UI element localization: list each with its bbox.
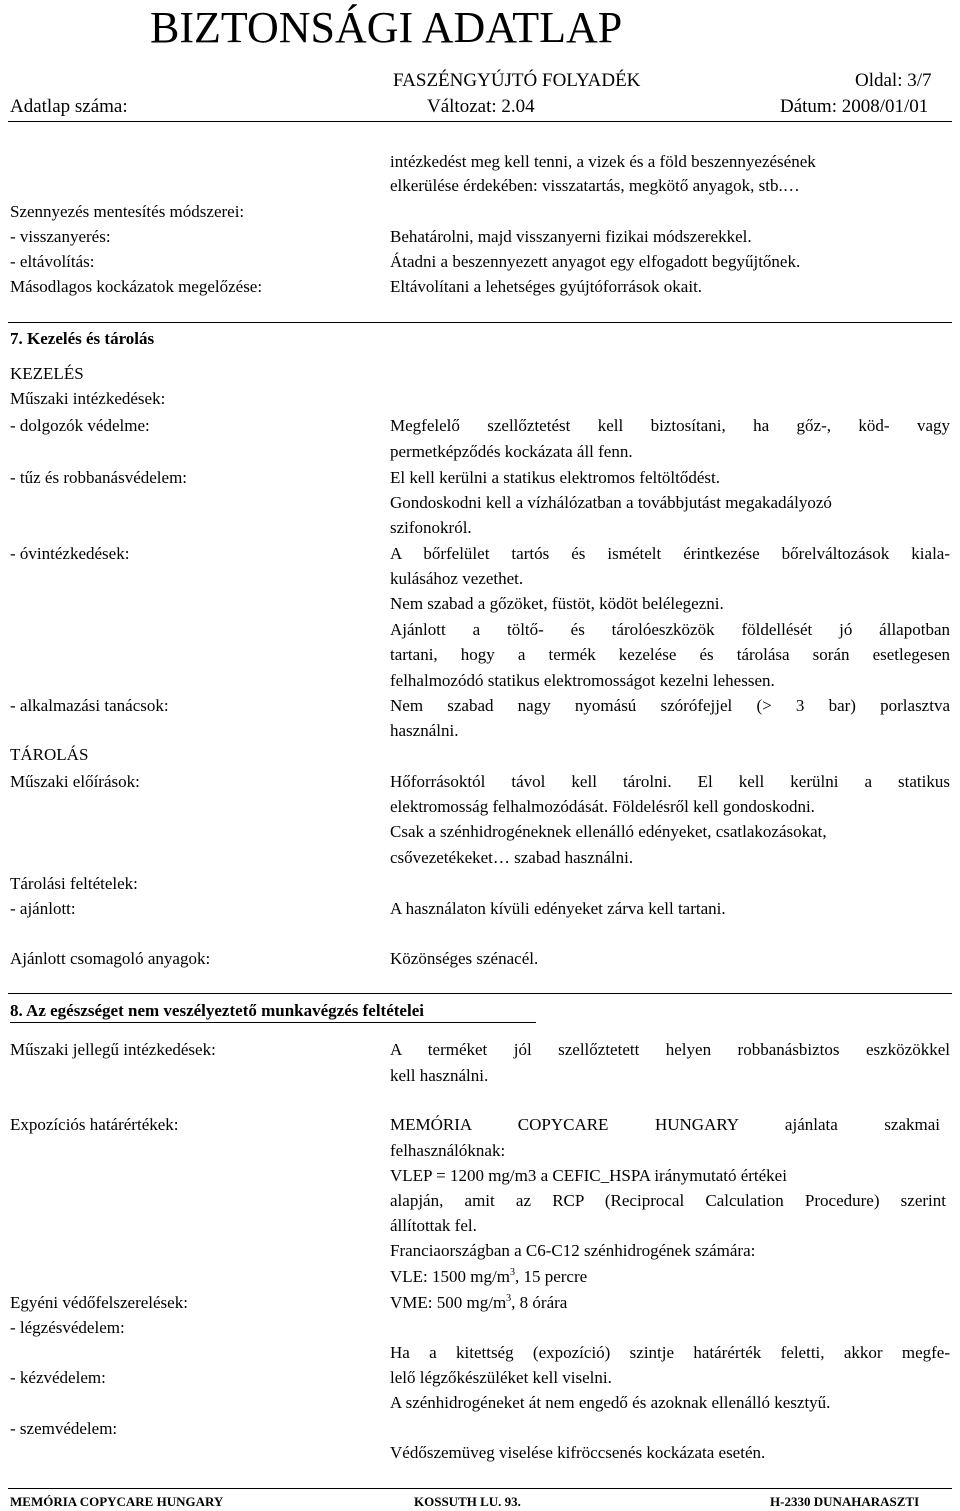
vle-superscript: 3 <box>509 1267 515 1278</box>
product-name: FASZÉNGYÚJTÓ FOLYADÉK <box>393 70 641 91</box>
section-8-title-underline <box>10 1022 536 1023</box>
recommended-text: A használaton kívüli edényeket zárva kell tartani. <box>390 899 726 918</box>
secondary-risks-label: Másodlagos kockázatok megelőzése: <box>10 277 263 296</box>
document-title: BIZTONSÁGI ADATLAP <box>150 3 623 52</box>
exposure-limits-label: Expozíciós határértékek: <box>10 1115 179 1134</box>
respiratory-protection-line-1: Ha a kitettség (expozíció) szintje határérték feletti, akkor megfe- <box>390 1343 950 1362</box>
technical-rules-label: Műszaki előírások: <box>10 772 140 791</box>
vle-value <box>390 1267 587 1287</box>
hand-protection-label: - kézvédelem: <box>10 1368 106 1387</box>
exposure-limits-line-6: Franciaországban a C6-C12 szénhidrogének számára: <box>390 1241 756 1260</box>
technical-rules-line-3: Csak a szénhidrogéneknek ellenálló edényeket, csatlakozásokat, <box>390 822 827 841</box>
precautions-line-5: tartani, hogy a termék kezelése és tárolása során esetlegesen <box>390 645 950 664</box>
vme-suffix: , 8 órára <box>511 1293 568 1312</box>
application-advice-line-1: Nem szabad nagy nyomású szórófejjel (> 3 bar) porlasztva <box>390 696 950 715</box>
packaging-label: Ajánlott csomagoló anyagok: <box>10 949 211 968</box>
precautions-line-4: Ajánlott a töltő- és tárolóeszközök földellését jó állapotban <box>390 620 950 639</box>
exposure-limits-line-4: alapján, amit az RCP (Reciprocal Calculation Procedure) szerint <box>390 1191 946 1210</box>
recovery-label: - visszanyerés: <box>10 227 111 246</box>
footer-divider <box>8 1488 952 1489</box>
technical-rules-line-4: csővezetékeket… szabad használni. <box>390 848 634 867</box>
precautions-line-3: Nem szabad a gőzöket, füstöt, ködöt belélegezni. <box>390 594 724 613</box>
hand-protection-text: A szénhidrogéneket át nem engedő és azoknak ellenálló kesztyű. <box>390 1393 831 1412</box>
storage-heading: TÁROLÁS <box>10 745 89 764</box>
precautions-line-2: kulásához vezethet. <box>390 569 524 588</box>
section-divider <box>8 993 952 994</box>
section-7-title: 7. Kezelés és tárolás <box>10 329 155 348</box>
vme-superscript: 3 <box>506 1293 512 1304</box>
vme-value <box>390 1293 567 1313</box>
recovery-text: Behatárolni, majd visszanyerni fizikai módszerekkel. <box>390 227 752 246</box>
application-advice-label: - alkalmazási tanácsok: <box>10 696 169 715</box>
section-8-title: 8. Az egészséget nem veszélyeztető munkavégzés feltételei <box>10 1001 424 1020</box>
header-divider <box>8 121 952 122</box>
precautions-label: - óvintézkedések: <box>10 544 130 563</box>
exposure-limits-line-3: VLEP = 1200 mg/m3 a CEFIC_HSPA iránymutató értékei <box>390 1166 787 1185</box>
page-number: Oldal: 3/7 <box>855 70 932 91</box>
exposure-limits-line-5: állítottak fel. <box>390 1216 477 1235</box>
cleanup-methods-label: Szennyezés mentesítés módszerei: <box>10 202 245 221</box>
ppe-label: Egyéni védőfelszerelések: <box>10 1293 188 1312</box>
eye-protection-label: - szemvédelem: <box>10 1419 118 1438</box>
workers-protection-label: - dolgozók védelme: <box>10 416 150 435</box>
technical-rules-line-1: Hőforrásoktól távol kell tárolni. El kell kerülni a statikus <box>390 772 950 791</box>
vle-text: VLE: 1500 mg/m <box>390 1267 510 1286</box>
packaging-text: Közönséges szénacél. <box>390 949 539 968</box>
fire-protection-label: - tűz és robbanásvédelem: <box>10 468 188 487</box>
vme-text: VME: 500 mg/m <box>390 1293 507 1312</box>
engineering-measures-line-2: kell használni. <box>390 1066 489 1085</box>
respiratory-protection-label: - légzésvédelem: <box>10 1318 125 1337</box>
respiratory-protection-line-2: lelő légzőkészüléket kell viselni. <box>390 1368 612 1387</box>
vle-suffix: , 15 percre <box>514 1267 588 1286</box>
handling-heading: KEZELÉS <box>10 364 84 383</box>
version: Változat: 2.04 <box>427 96 535 117</box>
s6-intro-line-2: elkerülése érdekében: visszatartás, megkötő anyagok, stb.… <box>390 176 800 195</box>
fire-protection-line-1: El kell kerülni a statikus elektromos feltöltődést. <box>390 468 721 487</box>
section-divider <box>8 322 952 323</box>
engineering-measures-label: Műszaki jellegű intézkedések: <box>10 1040 216 1059</box>
footer-street: KOSSUTH LU. 93. <box>414 1494 521 1509</box>
precautions-line-1: A bőrfelület tartós és ismételt érintkezése bőrelváltozások kiala- <box>390 544 950 563</box>
workers-protection-line-2: permetképződés kockázata áll fenn. <box>390 442 633 461</box>
exposure-limits-line-1: MEMÓRIA COPYCARE HUNGARY ajánlata szakmai <box>390 1115 940 1134</box>
sheet-number-label: Adatlap száma: <box>10 96 128 117</box>
footer-company: MEMÓRIA COPYCARE HUNGARY <box>10 1494 224 1509</box>
technical-rules-line-2: elektromosság felhalmozódását. Földelésről kell gondoskodni. <box>390 797 815 816</box>
s6-intro-line-1: intézkedést meg kell tenni, a vizek és a föld beszennyezésének <box>390 152 816 171</box>
date: Dátum: 2008/01/01 <box>780 96 929 117</box>
technical-measures-label: Műszaki intézkedések: <box>10 389 166 408</box>
fire-protection-line-3: szifonokról. <box>390 518 472 537</box>
removal-label: - eltávolítás: <box>10 252 95 271</box>
recommended-label: - ajánlott: <box>10 899 76 918</box>
footer-city: H-2330 DUNAHARASZTI <box>770 1494 920 1509</box>
fire-protection-line-2: Gondoskodni kell a vízhálózatban a továbbjutást megakadályozó <box>390 493 832 512</box>
storage-conditions-label: Tárolási feltételek: <box>10 874 138 893</box>
application-advice-line-2: használni. <box>390 721 459 740</box>
engineering-measures-line-1: A terméket jól szellőztetett helyen robbanásbiztos eszközökkel <box>390 1040 950 1059</box>
precautions-line-6: felhalmozódó statikus elektromosságot kezelni lehessen. <box>390 671 775 690</box>
eye-protection-text: Védőszemüveg viselése kifröccsenés kockázata esetén. <box>390 1443 766 1462</box>
workers-protection-line-1: Megfelelő szellőztetést kell biztosítani, ha gőz-, köd- vagy <box>390 416 950 435</box>
exposure-limits-line-2: felhasználóknak: <box>390 1141 506 1160</box>
removal-text: Átadni a beszennyezett anyagot egy elfogadott begyűjtőnek. <box>390 252 801 271</box>
secondary-risks-text: Eltávolítani a lehetséges gyújtóforrások okait. <box>390 277 703 296</box>
